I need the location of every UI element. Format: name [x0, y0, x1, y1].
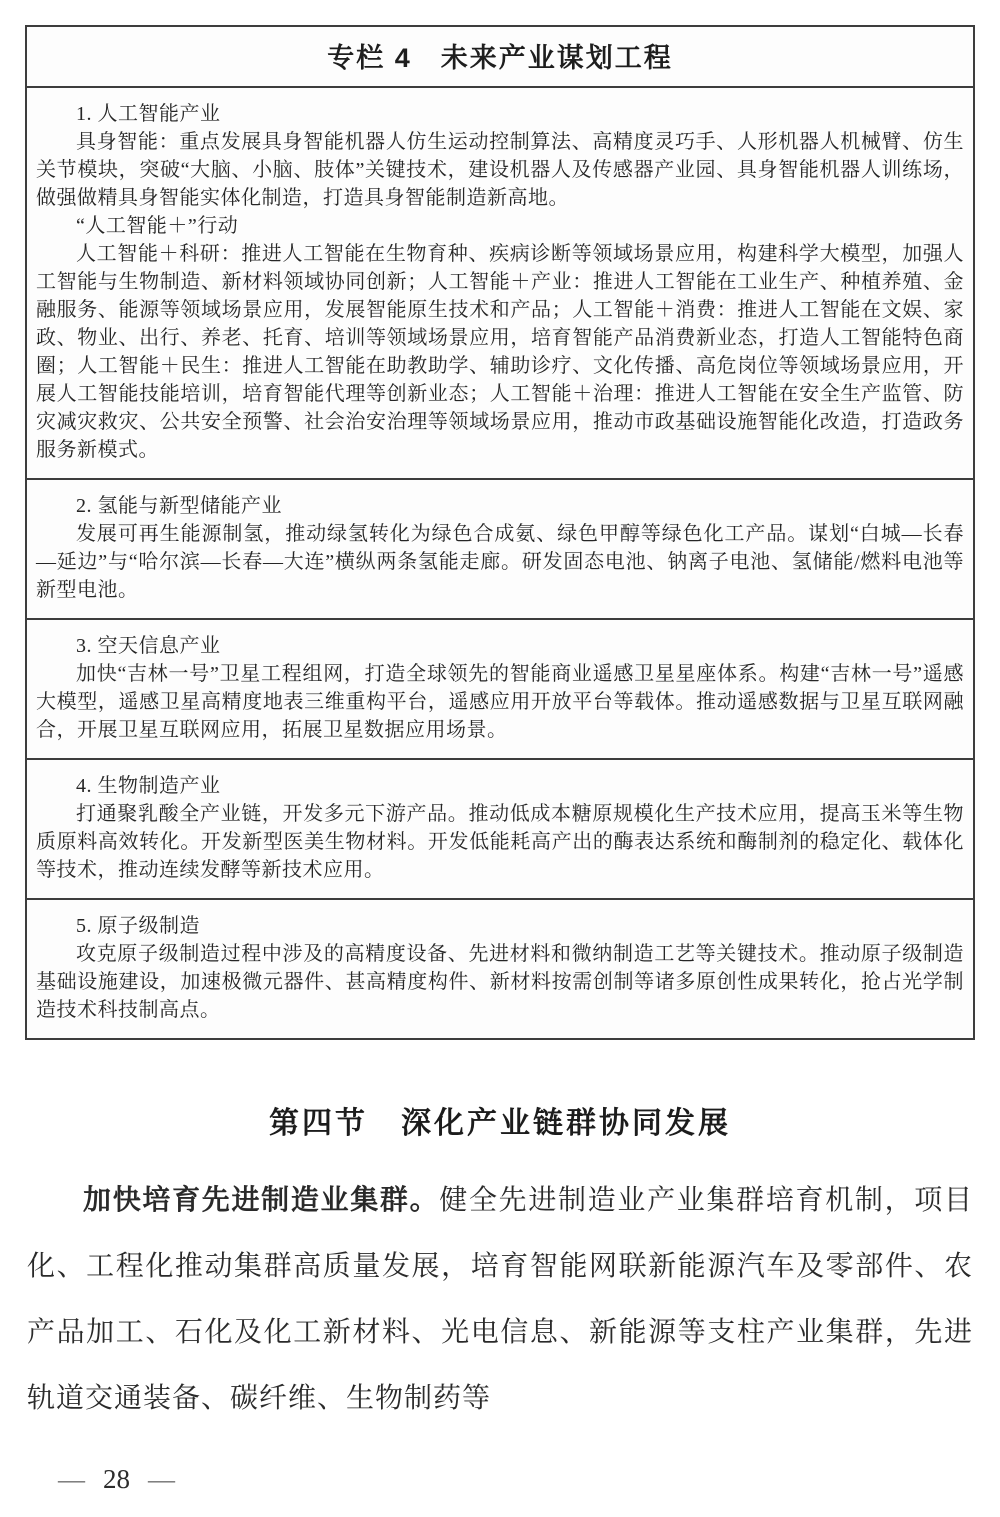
panel-section-atomic — [27, 898, 973, 1038]
section-heading-aerospace: 3. 空天信息产业 — [76, 635, 221, 657]
section-heading-ai: 1. 人工智能产业 — [76, 103, 221, 125]
page-footer — [58, 1464, 175, 1495]
footer-right-dash: — — [148, 1464, 175, 1494]
body-paragraph — [27, 1168, 973, 1432]
feature-box — [25, 25, 975, 1040]
section-paragraph: 打通聚乳酸全产业链，开发多元下游产品。推动低成本糖原规模化生产技术应用，提高玉米等生物质原料高效转化。开发新型医美生物材料。开发低能耗高产出的酶表达系统和酶制剂的稳定化、载体化等技术，推动连续发酵等新技术应用。 — [36, 803, 964, 881]
section-paragraph: 攻克原子级制造过程中涉及的高精度设备、先进材料和微纳制造工艺等关键技术。推动原子级制造基础设施建设，加速极微元器件、甚高精度构件、新材料按需创制等诸多原创性成果转化，抢占光学制造技术科技制高点。 — [36, 943, 964, 1021]
chapter-section-heading: 第四节 深化产业链群协同发展 — [269, 1107, 731, 1140]
section-paragraph: 人工智能＋科研：推进人工智能在生物育种、疾病诊断等领域场景应用，构建科学大模型，加强人工智能与生物制造、新材料领域协同创新；人工智能＋产业：推进人工智能在工业生产、种植养殖、金融服务、能源等领域场景应用，发展智能原生技术和产品；人工智能＋消费：推进人工智能在文娱、家政、物业、出行、养老、托育、培训等领域场景应用，培育智能产品消费新业态，打造人工智能特色商圈；人工智能＋民生：推进人工智能在助教助学、辅助诊疗、文化传播、高危岗位等领域场景应用，开展人工智能技能培训，培育智能代理等创新业态；人工智能＋治理：推进人工智能在安全生产监管、防灾减灾救灾、公共安全预警、社会治安治理等领域场景应用，推动市政基础设施智能化改造，打造政务服务新模式。 — [36, 243, 964, 461]
section-paragraph: 具身智能：重点发展具身智能机器人仿生运动控制算法、高精度灵巧手、人形机器人机械臂、仿生关节模块，突破“大脑、小脑、肢体”关键技术，建设机器人及传感器产业园、具身智能机器人训练场，做强做精具身智能实体化制造，打造具身智能制造新高地。 — [36, 131, 964, 209]
body-paragraph-lead: 加快培育先进制造业集群。 — [83, 1185, 440, 1216]
section-heading-hydrogen: 2. 氢能与新型储能产业 — [76, 495, 282, 517]
section-paragraph: 发展可再生能源制氢，推动绿氢转化为绿色合成氨、绿色甲醇等绿色化工产品。谋划“白城—长春—延边”与“哈尔滨—长春—大连”横纵两条氢能走廊。研发固态电池、钠离子电池、氢储能/燃料电池等新型电池。 — [36, 523, 964, 601]
panel-section-ai — [27, 86, 973, 478]
body-paragraph-rest: 健全先进制造业产业集群培育机制，项目化、工程化推动集群高质量发展，培育智能网联新能源汽车及零部件、农产品加工、石化及化工新材料、光电信息、新能源等支柱产业集群，先进轨道交通装备、碳纤维、生物制药等 — [27, 1185, 973, 1414]
panel-section-aerospace — [27, 618, 973, 758]
section-heading-atomic: 5. 原子级制造 — [76, 915, 200, 937]
panel-section-biomanufacturing — [27, 758, 973, 898]
section-heading-biomanufacturing: 4. 生物制造产业 — [76, 775, 221, 797]
panel-section-hydrogen — [27, 478, 973, 618]
page-number: 28 — [103, 1464, 130, 1494]
feature-box-title: 专栏 4 未来产业谋划工程 — [327, 43, 673, 73]
section-paragraph: 加快“吉林一号”卫星工程组网，打造全球领先的智能商业遥感卫星星座体系。构建“吉林一号”遥感大模型，遥感卫星高精度地表三维重构平台，遥感应用开放平台等载体。推动遥感数据与卫星互联网融合，开展卫星互联网应用，拓展卫星数据应用场景。 — [36, 663, 964, 741]
footer-left-dash: — — [58, 1464, 85, 1494]
section-subheading-ai-plus: “人工智能＋”行动 — [76, 215, 239, 237]
